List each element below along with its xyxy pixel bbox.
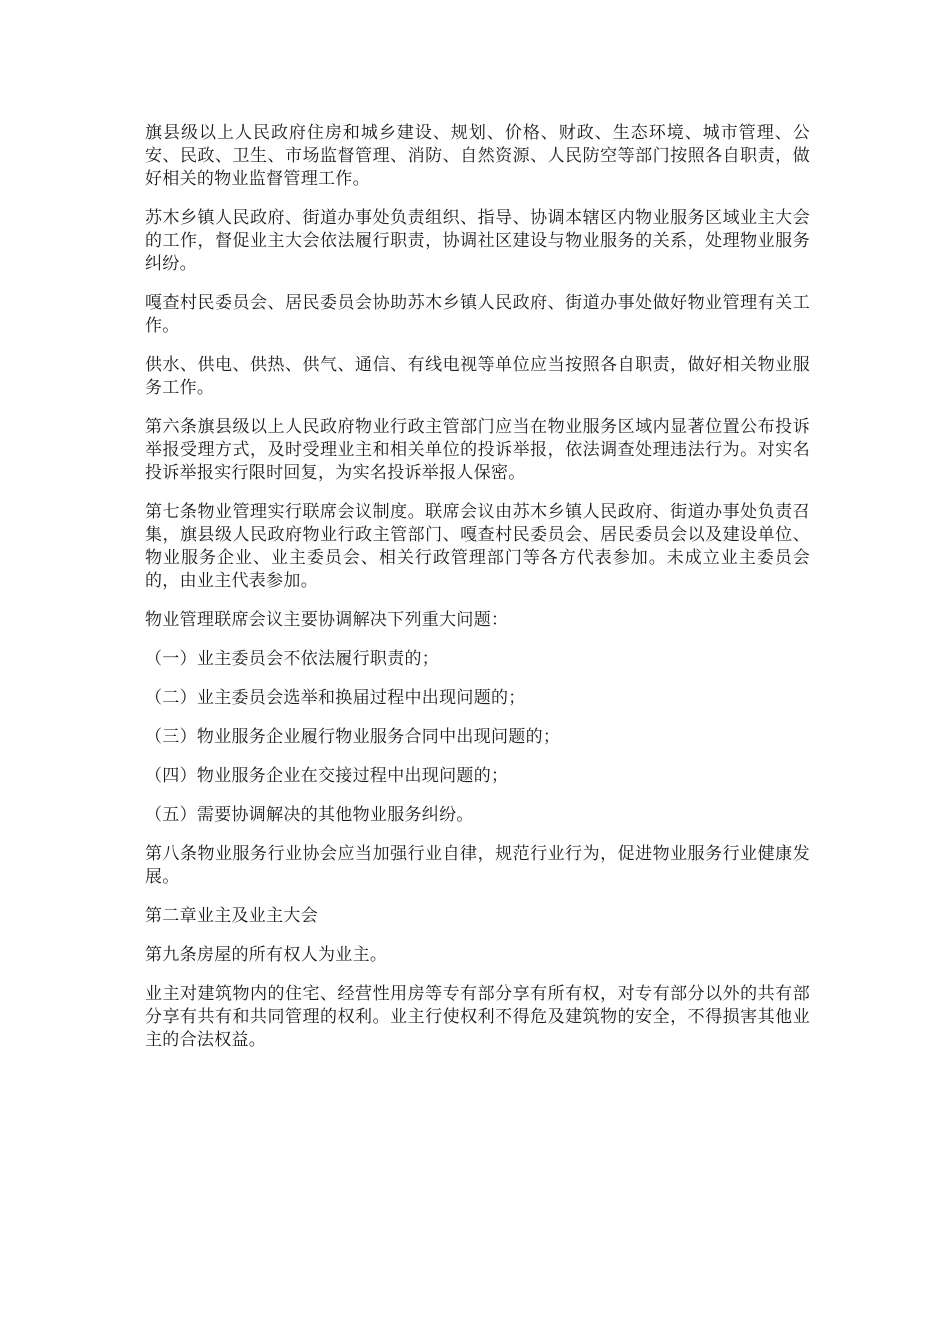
paragraph-owner-rights: 业主对建筑物内的住宅、经营性用房等专有部分享有所有权，对专有部分以外的共有部分享有共有和共同管理的权利。业主行使权利不得危及建筑物的安全，不得损害其他业主的合法权益。 <box>145 984 810 1050</box>
paragraph-joint-meeting-issues: 物业管理联席会议主要协调解决下列重大问题： <box>145 610 509 630</box>
paragraph-article-8: 第八条物业服务行业协会应当加强行业自律，规范行业行为，促进物业服务行业健康发展。 <box>145 844 810 887</box>
list-item-3: （三）物业服务企业履行物业服务合同中出现问题的； <box>145 727 561 747</box>
paragraph-utility-units: 供水、供电、供热、供气、通信、有线电视等单位应当按照各自职责，做好相关物业服务工作。 <box>145 355 810 398</box>
paragraph-article-9: 第九条房屋的所有权人为业主。 <box>145 945 388 965</box>
list-item-1: （一）业主委员会不依法履行职责的； <box>145 649 440 669</box>
paragraph-article-7: 第七条物业管理实行联席会议制度。联席会议由苏木乡镇人民政府、街道办事处负责召集，旗县级人民政府物业行政主管部门、嘎查村民委员会、居民委员会以及建设单位、物业服务企业、业主委员会、相关行政管理部门等各方代表参加。未成立业主委员会的，由业主代表参加。 <box>145 502 810 591</box>
paragraph-article-6: 第六条旗县级以上人民政府物业行政主管部门应当在物业服务区域内显著位置公布投诉举报受理方式，及时受理业主和相关单位的投诉举报，依法调查处理违法行为。对实名投诉举报实行限时回复，为实名投诉举报人保密。 <box>145 417 810 483</box>
list-item-2: （二）业主委员会选举和换届过程中出现问题的； <box>145 688 526 708</box>
list-item-5: （五）需要协调解决的其他物业服务纠纷。 <box>145 805 474 825</box>
paragraph-village-committee: 嘎查村民委员会、居民委员会协助苏木乡镇人民政府、街道办事处做好物业管理有关工作。 <box>145 293 810 336</box>
document-body <box>145 122 810 1068</box>
paragraph-township-government: 苏木乡镇人民政府、街道办事处负责组织、指导、协调本辖区内物业服务区域业主大会的工作，督促业主大会依法履行职责，协调社区建设与物业服务的关系，处理物业服务纠纷。 <box>145 208 810 274</box>
chapter-heading-2: 第二章业主及业主大会 <box>145 906 318 926</box>
paragraph-departments-duties: 旗县级以上人民政府住房和城乡建设、规划、价格、财政、生态环境、城市管理、公安、民政、卫生、市场监督管理、消防、自然资源、人民防空等部门按照各自职责，做好相关的物业监督管理工作。 <box>145 123 810 189</box>
list-item-4: （四）物业服务企业在交接过程中出现问题的； <box>145 766 509 786</box>
